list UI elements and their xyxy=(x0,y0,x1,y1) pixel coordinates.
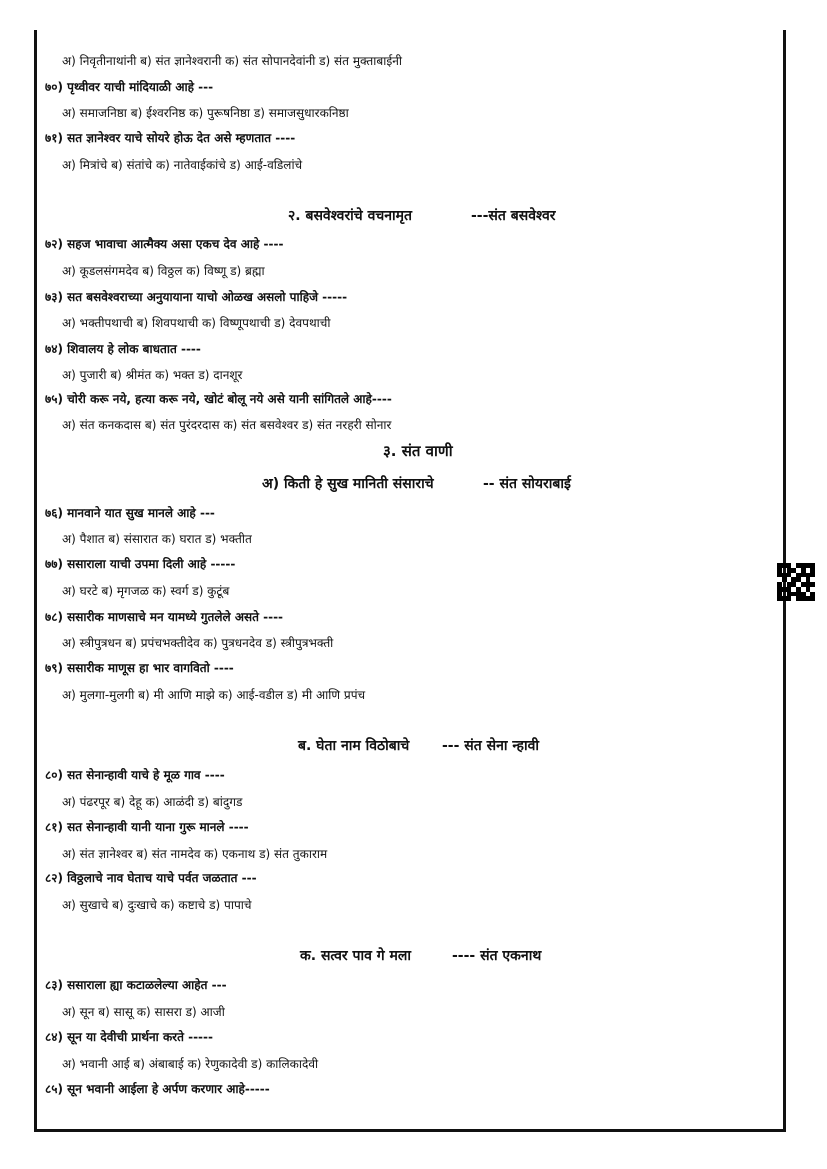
question-74: ७४) शिवालय हे लोक बाधतात ---- xyxy=(45,342,201,356)
question-81: ८१) सत सेनान्हावी यानी याना गुरू मानले ---- xyxy=(45,820,249,834)
options-78: अ) स्त्रीपुत्रधन ब) प्रपंचभक्तीदेव क) पुत्रधनदेव ड) स्त्रीपुत्रभक्ती xyxy=(62,636,334,650)
options-74: अ) पुजारी ब) श्रीमंत क) भक्त ड) दानशूर xyxy=(62,368,243,382)
subsection-heading: क. सत्वर पाव गे मला xyxy=(300,948,411,964)
section-heading: २. बसवेश्वरांचे वचनामृत xyxy=(288,208,412,224)
question-85: ८५) सून भवानी आईला हे अर्पण करणार आहे----- xyxy=(45,1082,270,1096)
question-77: ७७) ससाराला याची उपमा दिली आहे ----- xyxy=(45,557,236,571)
options-72: अ) कूडलसंगमदेव ब) विठ्ठल क) विष्णू ड) ब्रह्मा xyxy=(62,264,265,278)
subsection-author: ---- संत एकनाथ xyxy=(452,948,542,964)
options-77: अ) घरटे ब) मृगजळ क) स्वर्ग ड) कुटूंब xyxy=(62,584,230,598)
question-80: ८०) सत सेनान्हावी याचे हे मूळ गाव ---- xyxy=(45,768,225,782)
section-author: ---संत बसवेश्वर xyxy=(471,208,556,224)
question-78: ७८) ससारीक माणसाचे मन यामध्ये गुतलेले असते ---- xyxy=(45,610,284,624)
page-border xyxy=(34,30,786,1132)
section-heading: ३. संत वाणी xyxy=(383,442,453,460)
options-84: अ) भवानी आई ब) अंबाबाई क) रेणुकादेवी ड) कालिकादेवी xyxy=(62,1057,319,1071)
options-79: अ) मुलगा-मुलगी ब) मी आणि माझे क) आई-वडील ड) मी आणि प्रपंच xyxy=(62,688,366,702)
question-82: ८२) विठ्ठलाचे नाव घेताच याचे पर्वत जळतात --- xyxy=(45,871,257,885)
question-75: ७५) चोरी करू नये, हत्या करू नये, खोटं बोलू नये असे यानी सांगितले आहे---- xyxy=(45,392,392,406)
options-73: अ) भक्तीपथाची ब) शिवपथाची क) विष्णूपथाची ड) देवपथाची xyxy=(62,316,331,330)
options-76: अ) पैशात ब) संसारात क) घरात ड) भक्तीत xyxy=(62,532,252,546)
options-80: अ) पंढरपूर ब) देहू क) आळंदी ड) बांदुगड xyxy=(62,795,243,809)
question-70: ७०) पृथ्वीवर याची मांदियाळी आहे --- xyxy=(45,80,214,94)
subsection-heading: ब. घेता नाम विठोबाचे xyxy=(298,738,410,754)
subsection-author: --- संत सेना न्हावी xyxy=(442,738,540,754)
options-81: अ) संत ज्ञानेश्वर ब) संत नामदेव क) एकनाथ ड) संत तुकाराम xyxy=(62,847,328,861)
subsection-heading: अ) किती हे सुख मानिती संसाराचे xyxy=(262,476,434,492)
question-83: ८३) ससाराला ह्या कटाळलेल्या आहेत --- xyxy=(45,978,227,992)
question-84: ८४) सून या देवीची प्रार्थना करते ----- xyxy=(45,1030,213,1044)
question-72: ७२) सहज भावाचा आत्मैक्य असा एकच देव आहे ---- xyxy=(45,237,284,251)
options-75: अ) संत कनकदास ब) संत पुरंदरदास क) संत बसवेश्वर ड) संत नरहरी सोनार xyxy=(62,418,392,432)
qr-code-icon xyxy=(777,563,815,601)
question-73: ७३) सत बसवेश्वराच्या अनुयायाना याचो ओळख असलो पाहिजे ----- xyxy=(45,290,348,304)
question-79: ७९) ससारीक माणूस हा भार वागवितो ---- xyxy=(45,661,234,675)
options-70: अ) समाजनिष्ठा ब) ईश्वरनिष्ठ क) पुरूषनिष्ठा ड) समाजसुधारकनिष्ठा xyxy=(62,106,349,120)
options-71: अ) मित्रांचे ब) संतांचे क) नातेवाईकांचे ड) आई-वडिलांचे xyxy=(62,158,303,172)
subsection-author: -- संत सोयराबाई xyxy=(483,476,571,492)
question-71: ७१) सत ज्ञानेश्वर याचे सोयरे होऊ देत असे म्हणतात ---- xyxy=(45,131,296,145)
options-83: अ) सून ब) सासू क) सासरा ड) आजी xyxy=(62,1005,225,1019)
options-82: अ) सुखाचे ब) दुःखाचे क) कष्टाचे ड) पापाचे xyxy=(62,898,252,912)
options-line: अ) निवृतीनाथांनी ब) संत ज्ञानेश्वरानी क) संत सोपानदेवांनी ड) संत मुक्ताबाईनी xyxy=(62,54,403,68)
question-76: ७६) मानवाने यात सुख मानले आहे --- xyxy=(45,506,215,520)
